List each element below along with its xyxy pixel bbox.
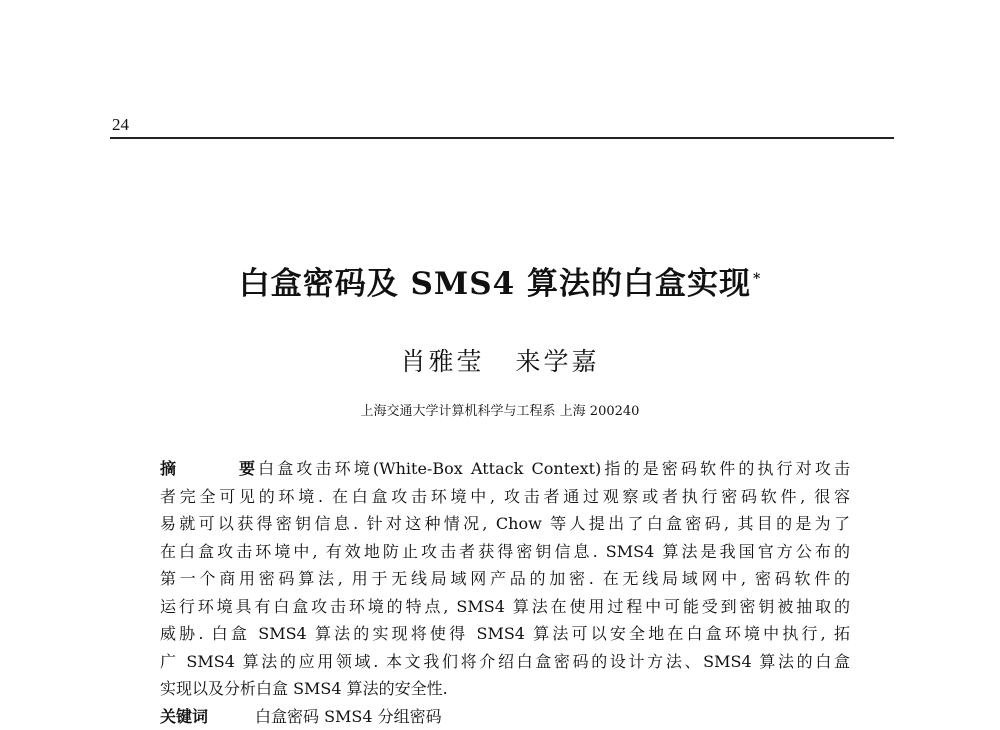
abstract-label: 摘 要 [160,455,255,483]
abstract-line: 第一个商用密码算法, 用于无线局域网产品的加密. 在无线局域网中, 密码软件的 [160,565,850,593]
abstract-line [160,455,850,483]
article-title [0,258,1000,303]
abstract-line: 在白盒攻击环境中, 有效地防止攻击者获得密钥信息. SMS4 算法是我国官方公布的 [160,538,850,566]
title-text: 白盒密码及 SMS4 算法的白盒实现 [239,266,751,302]
abstract-line-text: 白盒攻击环境(White-Box Attack Context)指的是密码软件的执行对攻击 [255,459,850,478]
abstract-line: 运行环境具有白盒攻击环境的特点, SMS4 算法在使用过程中可能受到密钥被抽取的 [160,593,850,621]
page-number: 24 [112,115,129,135]
abstract-line: 威胁. 白盒 SMS4 算法的实现将使得 SMS4 算法可以安全地在白盒环境中执行, 拓 [160,620,850,648]
keywords-label: 关键词 [160,703,255,730]
authors: 肖雅莹 来学嘉 [0,342,1000,378]
keywords-value: 白盒密码 SMS4 分组密码 [255,707,442,726]
abstract-line: 实现以及分析白盒 SMS4 算法的安全性. [160,675,850,703]
header-rule [110,137,894,139]
abstract-line: 易就可以获得密钥信息. 针对这种情况, Chow 等人提出了白盒密码, 其目的是为了 [160,510,850,538]
abstract-line: 者完全可见的环境. 在白盒攻击环境中, 攻击者通过观察或者执行密码软件, 很容 [160,483,850,511]
abstract-line: 广 SMS4 算法的应用领域. 本文我们将介绍白盒密码的设计方法、SMS4 算法的白盒 [160,648,850,676]
title-footnote-mark: * [753,271,761,287]
affiliation: 上海交通大学计算机科学与工程系 上海 200240 [0,400,1000,419]
abstract [160,455,850,730]
keywords [160,703,850,730]
